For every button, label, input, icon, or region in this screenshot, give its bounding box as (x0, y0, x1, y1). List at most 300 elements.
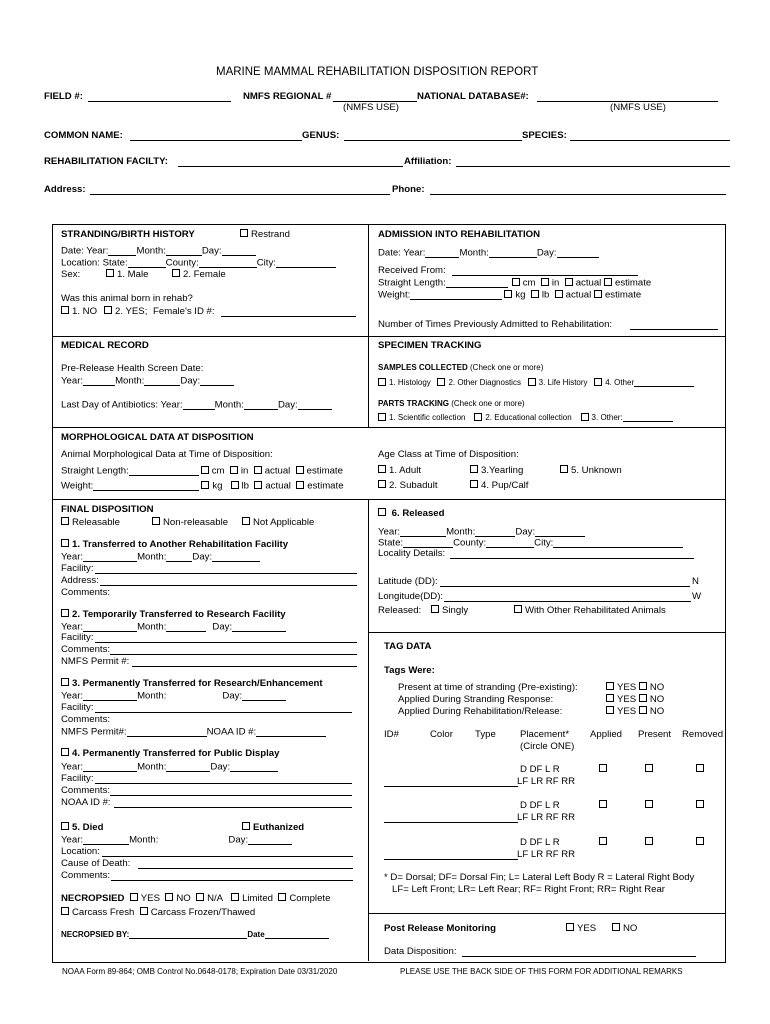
born-no-checkbox[interactable] (61, 307, 97, 317)
tag-title: TAG DATA (384, 641, 432, 652)
necropsied-label: NECROPSIED (61, 893, 125, 904)
year-label: Year: (61, 551, 84, 563)
month-label: Month: (137, 551, 167, 563)
month-label: Month: (459, 247, 489, 259)
samples-row (378, 378, 694, 387)
yearling-label: 3.Yearling (481, 465, 524, 476)
released-checkbox[interactable] (378, 509, 444, 519)
applied-checkbox[interactable] (599, 801, 610, 811)
facility-label: Facility: (61, 773, 94, 784)
placement-options[interactable]: D DF L R (520, 764, 560, 775)
in-checkbox[interactable] (541, 278, 549, 286)
month-label: Month: (214, 399, 244, 411)
morph-title: MORPHOLOGICAL DATA AT DISPOSITION (61, 432, 254, 443)
year-input[interactable] (425, 248, 459, 258)
released-how-label: Released: (378, 605, 422, 616)
lb-checkbox[interactable] (231, 481, 239, 489)
year-input[interactable] (83, 835, 129, 845)
no-label: NO (649, 694, 665, 705)
month-input[interactable] (489, 248, 537, 258)
year-input[interactable] (183, 400, 215, 410)
yes-no-row (606, 707, 664, 717)
placement-footnote: * D= Dorsal; DF= Dorsal Fin; L= Lateral Left Body R = Lateral Right Body (384, 872, 695, 883)
estimate-label: estimate (306, 465, 343, 477)
transfer-4-date (61, 762, 278, 772)
necropsied-no-checkbox[interactable] (165, 893, 173, 901)
placement-options[interactable]: LF LR RF RR (517, 776, 576, 787)
noaa-id-label: NOAA ID #: (61, 797, 111, 808)
diagnostics-checkbox[interactable] (437, 378, 445, 386)
address-input[interactable] (100, 585, 357, 586)
nmfs-permit-input[interactable] (132, 666, 357, 667)
data-disposition-input[interactable] (462, 956, 696, 957)
cm-label: cm (211, 465, 225, 477)
actual-checkbox[interactable] (254, 466, 262, 474)
straight-length-input[interactable] (129, 466, 199, 476)
species-input[interactable] (570, 140, 730, 141)
actual-label: actual (265, 480, 291, 492)
nmfs-regional-label: NMFS REGIONAL # (243, 91, 332, 102)
parts-row (378, 413, 673, 422)
cm-checkbox[interactable] (512, 278, 520, 286)
times-admitted-input[interactable] (630, 329, 718, 330)
necropsied-by-input[interactable] (129, 930, 247, 939)
no-label: NO (649, 706, 665, 717)
day-input[interactable] (248, 835, 292, 845)
kg-checkbox[interactable] (504, 290, 512, 298)
female-id-label: Female's ID #: (153, 306, 215, 317)
unknown-label: 5. Unknown (571, 465, 622, 476)
straight-length-label: Straight Length: (61, 465, 129, 477)
transfer-2-label: 2. Temporarily Transferred to Research Facility (72, 609, 286, 620)
month-label: Month: (136, 245, 166, 257)
affiliation-input[interactable] (456, 166, 730, 167)
straight-length-input[interactable] (446, 278, 508, 288)
city-input[interactable] (276, 258, 336, 268)
stranding-title: STRANDING/BIRTH HISTORY (61, 229, 195, 240)
col-type: Type (475, 729, 496, 740)
month-input[interactable] (166, 622, 206, 632)
month-input[interactable] (166, 246, 202, 256)
state-label: Location: State: (61, 257, 128, 269)
complete-label: Complete (289, 893, 331, 904)
released-date (378, 527, 585, 537)
year-input[interactable] (83, 552, 137, 562)
transfer-2-date (61, 622, 286, 632)
stranding-date-row (61, 246, 256, 256)
present-checkbox[interactable] (645, 801, 656, 811)
county-input[interactable] (486, 538, 534, 548)
common-name-input[interactable] (130, 140, 302, 141)
month-label: Month: (137, 690, 167, 702)
post-release-title: Post Release Monitoring (384, 923, 496, 934)
adult-checkbox[interactable] (378, 466, 421, 476)
month-label: Month: (137, 761, 167, 773)
comments-input[interactable] (110, 795, 352, 796)
state-input[interactable] (128, 258, 166, 268)
female-checkbox[interactable] (172, 270, 226, 280)
estimate-checkbox[interactable] (594, 290, 602, 298)
locality-label: Locality Details: (378, 548, 446, 559)
tag-id-input[interactable] (384, 859, 518, 860)
weight-label: Weight: (378, 289, 411, 301)
latitude-label: Latitude (DD): (378, 576, 438, 587)
facility-input[interactable] (95, 573, 357, 574)
nmfs-use-note: (NMFS USE) (610, 102, 666, 113)
applied-checkbox[interactable] (599, 838, 610, 848)
received-from-input[interactable] (452, 275, 638, 276)
divider (52, 499, 725, 500)
yes-no-row (606, 683, 664, 693)
transfer-3-date (61, 691, 286, 701)
estimate-label: estimate (614, 277, 652, 289)
limited-checkbox[interactable] (231, 893, 239, 901)
north-label: N (692, 576, 699, 587)
day-input[interactable] (535, 527, 585, 537)
singly-label: Singly (442, 605, 469, 616)
facility-label: Facility: (61, 563, 94, 574)
other-parts-label: 3. Other: (591, 413, 623, 422)
specimen-title: SPECIMEN TRACKING (378, 340, 482, 351)
limited-label: Limited (242, 893, 273, 904)
noaa-id-input[interactable] (114, 807, 352, 808)
transfer-1-checkbox[interactable] (61, 540, 288, 550)
necropsied-na-checkbox[interactable] (196, 893, 204, 901)
actual-label: actual (264, 465, 291, 477)
present-checkbox[interactable] (645, 765, 656, 775)
year-input[interactable] (83, 691, 137, 701)
other-checkbox[interactable] (594, 378, 602, 386)
carcass-fresh-checkbox[interactable] (61, 907, 69, 915)
restrand-checkbox[interactable] (240, 230, 290, 240)
comments-input[interactable] (111, 880, 353, 881)
cm-label: cm (522, 277, 536, 289)
phone-input[interactable] (430, 194, 726, 195)
year-label: Year: (61, 834, 84, 846)
yes-checkbox[interactable] (606, 694, 614, 702)
comments-label: Comments: (61, 587, 111, 598)
na-label: N/A (207, 893, 224, 904)
euthanized-checkbox[interactable] (242, 823, 304, 833)
born-no-label: 1. NO (72, 306, 98, 317)
month-input[interactable] (166, 552, 192, 562)
city-input[interactable] (553, 538, 683, 548)
day-input[interactable] (557, 248, 599, 258)
actual-checkbox[interactable] (254, 481, 262, 489)
non-releasable-checkbox[interactable] (152, 518, 228, 528)
carcass-row (61, 908, 255, 918)
noaa-id-label: NOAA ID #: (206, 726, 257, 738)
day-input[interactable] (222, 246, 256, 256)
weight-input[interactable] (410, 290, 502, 300)
lb-label: lb (541, 289, 550, 301)
county-label: County: (165, 257, 199, 269)
necropsied-by-row (61, 930, 329, 939)
species-label: SPECIES: (522, 130, 567, 141)
no-checkbox[interactable] (639, 694, 647, 702)
year-label: Year: (61, 375, 84, 387)
day-label: Day: (212, 621, 233, 633)
transfer-3-label: 3. Permanently Transferred for Research/Enhancement (72, 678, 323, 689)
subadult-checkbox[interactable] (378, 481, 438, 491)
permit-row (61, 727, 326, 737)
female-id-input[interactable] (221, 316, 356, 317)
latitude-input[interactable] (440, 586, 690, 587)
not-applicable-checkbox[interactable] (242, 518, 314, 528)
nmfs-permit-label: NMFS Permit #: (61, 656, 130, 667)
present-checkbox[interactable] (645, 838, 656, 848)
other-input[interactable] (634, 378, 694, 387)
national-database-label: NATIONAL DATABASE#: (417, 91, 529, 102)
west-label: W (692, 591, 702, 602)
facility-input[interactable] (95, 783, 352, 784)
day-input[interactable] (212, 552, 260, 562)
month-input[interactable] (166, 762, 210, 772)
day-input[interactable] (232, 622, 286, 632)
address-label: Address: (44, 184, 86, 195)
non-releasable-label: Non-releasable (163, 517, 229, 528)
placement-options[interactable]: LF LR RF RR (517, 849, 576, 860)
estimate-checkbox[interactable] (296, 481, 304, 489)
field-label: FIELD #: (44, 91, 83, 102)
actual-label: actual (565, 289, 592, 301)
transfer-3-checkbox[interactable] (61, 679, 323, 689)
born-question: Was this animal born in rehab? (61, 293, 193, 304)
removed-checkbox[interactable] (696, 801, 707, 811)
year-label: Year: (378, 526, 401, 538)
tag-present-label: Present at time of stranding (Pre-existing): (398, 682, 578, 693)
male-checkbox[interactable] (106, 270, 148, 280)
pup-checkbox[interactable] (470, 481, 528, 491)
state-label: State: (378, 537, 404, 549)
year-input[interactable] (83, 762, 137, 772)
with-other-checkbox[interactable] (514, 606, 666, 616)
field-input[interactable] (88, 101, 231, 102)
placement-options[interactable]: D DF L R (520, 837, 560, 848)
facility-input[interactable] (95, 642, 357, 643)
in-checkbox[interactable] (230, 466, 238, 474)
check-note: (Check one or more) (451, 399, 525, 408)
col-color: Color (430, 729, 453, 740)
day-input[interactable] (242, 691, 286, 701)
releasable-checkbox[interactable] (61, 518, 120, 528)
placement-options[interactable]: D DF L R (520, 800, 560, 811)
month-label: Month: (137, 621, 167, 633)
cause-input[interactable] (138, 868, 353, 869)
estimate-checkbox[interactable] (604, 278, 612, 286)
comments-input[interactable] (110, 654, 357, 655)
day-label: Day: (228, 834, 249, 846)
month-input[interactable] (244, 400, 278, 410)
other-parts-checkbox[interactable] (581, 413, 589, 421)
day-input[interactable] (230, 762, 278, 772)
prerelease-date-row (61, 376, 234, 386)
address-label: Address: (61, 575, 99, 586)
locality-input[interactable] (450, 558, 694, 559)
scientific-label: 1. Scientific collection (389, 413, 466, 422)
restrand-label: Restrand (251, 229, 290, 240)
cm-checkbox[interactable] (201, 466, 209, 474)
educational-checkbox[interactable] (474, 413, 482, 421)
carcass-fresh-label: Carcass Fresh (72, 907, 135, 918)
month-label: Month: (446, 526, 476, 538)
actual-checkbox[interactable] (565, 278, 573, 286)
subadult-label: 2. Subadult (389, 480, 438, 491)
facility-input[interactable] (95, 712, 352, 713)
month-input[interactable] (144, 376, 180, 386)
divider (368, 913, 725, 914)
histology-checkbox[interactable] (378, 378, 386, 386)
page-title: MARINE MAMMAL REHABILITATION DISPOSITION REPORT (216, 66, 539, 78)
necropsied-row (61, 894, 330, 904)
year-input[interactable] (400, 527, 446, 537)
prerelease-label: Pre-Release Health Screen Date: (61, 363, 204, 374)
singly-checkbox[interactable] (431, 606, 468, 616)
longitude-input[interactable] (444, 601, 691, 602)
rehab-facility-input[interactable] (178, 166, 403, 167)
yearling-checkbox[interactable] (470, 466, 523, 476)
tag-applied-rehab-label: Applied During Rehabilitation/Release: (398, 706, 563, 717)
no-checkbox[interactable] (639, 682, 647, 690)
post-release-no-checkbox[interactable] (612, 924, 637, 934)
age-class-label: Age Class at Time of Disposition: (378, 449, 519, 460)
complete-checkbox[interactable] (278, 893, 286, 901)
transfer-1-label: 1. Transferred to Another Rehabilitation Facility (72, 539, 289, 550)
year-input[interactable] (108, 246, 136, 256)
year-input[interactable] (83, 376, 115, 386)
parts-label: PARTS TRACKING (378, 399, 449, 408)
month-input[interactable] (158, 836, 202, 845)
year-label: Date: Year: (378, 247, 426, 259)
month-input[interactable] (475, 527, 515, 537)
morph-length-row (61, 466, 343, 476)
month-label: Month: (129, 834, 159, 846)
scientific-checkbox[interactable] (378, 413, 386, 421)
estimate-label: estimate (604, 289, 642, 301)
pup-label: 4. Pup/Calf (481, 480, 529, 491)
no-label: NO (649, 682, 665, 693)
tag-id-input[interactable] (384, 786, 518, 787)
back-side-note: PLEASE USE THE BACK SIDE OF THIS FORM FOR ADDITIONAL REMARKS (400, 967, 683, 976)
day-label: Day: (210, 761, 231, 773)
final-title: FINAL DISPOSITION (61, 504, 154, 515)
received-from-label: Received From: (378, 265, 446, 276)
yes-checkbox[interactable] (606, 682, 614, 690)
year-label: Date: Year: (61, 245, 109, 257)
day-input[interactable] (298, 400, 332, 410)
born-yes-checkbox[interactable] (104, 307, 147, 317)
died-label: 5. Died (72, 822, 104, 833)
life-history-checkbox[interactable] (528, 378, 536, 386)
common-name-label: COMMON NAME: (44, 130, 123, 141)
yes-label: YES (140, 893, 160, 904)
removed-checkbox[interactable] (696, 765, 707, 775)
no-checkbox[interactable] (639, 706, 647, 714)
col-removed: Removed (682, 729, 724, 740)
weight-input[interactable] (93, 481, 199, 491)
transfer-1-date (61, 552, 260, 562)
transfer-4-checkbox[interactable] (61, 749, 279, 759)
died-checkbox[interactable] (61, 823, 103, 833)
facility-label: Facility: (61, 702, 94, 713)
divider (52, 427, 725, 428)
placement-options[interactable]: LF LR RF RR (517, 812, 576, 823)
actual-checkbox[interactable] (555, 290, 563, 298)
nmfs-permit-label: NMFS Permit#: (61, 726, 127, 738)
necropsied-by-label: NECROPSIED BY: (61, 930, 130, 939)
sex-label: Sex: (61, 269, 81, 280)
post-release-yes-checkbox[interactable] (566, 924, 596, 934)
day-label: Day: (192, 551, 213, 563)
address-input[interactable] (90, 194, 390, 195)
noaa-id-input[interactable] (256, 727, 326, 737)
year-label: Year: (61, 621, 84, 633)
other-parts-input[interactable] (623, 413, 673, 422)
admission-length-row (378, 278, 651, 288)
yes-checkbox[interactable] (606, 706, 614, 714)
in-label: in (551, 277, 560, 289)
comments-label: Comments: (61, 644, 111, 655)
day-label: Day: (222, 690, 243, 702)
facility-label: Facility: (61, 632, 94, 643)
divider (368, 499, 369, 961)
col-id: ID# (384, 729, 399, 740)
location-input[interactable] (102, 856, 353, 857)
yes-label: YES (617, 706, 637, 717)
phone-label: Phone: (392, 184, 425, 195)
date-input[interactable] (265, 930, 329, 939)
kg-checkbox[interactable] (201, 481, 209, 489)
transfer-2-checkbox[interactable] (61, 610, 286, 620)
not-applicable-label: Not Applicable (253, 517, 315, 528)
month-label: Month: (115, 375, 145, 387)
day-input[interactable] (200, 376, 234, 386)
circle-one-note: (Circle ONE) (520, 741, 575, 752)
county-input[interactable] (199, 258, 257, 268)
in-label: in (240, 465, 249, 477)
carcass-frozen-checkbox[interactable] (140, 907, 148, 915)
rehab-facility-label: REHABILITATION FACILTY: (44, 156, 168, 167)
times-admitted-label: Number of Times Previously Admitted to Rehabilitation: (378, 319, 613, 330)
euthanized-label: Euthanized (253, 822, 305, 833)
lb-checkbox[interactable] (531, 290, 539, 298)
month-input[interactable] (166, 692, 210, 701)
removed-checkbox[interactable] (696, 838, 707, 848)
life-history-label: 3. Life History (538, 378, 588, 387)
nmfs-permit-input[interactable] (127, 727, 207, 737)
yes-label: YES (577, 923, 597, 934)
applied-checkbox[interactable] (599, 765, 610, 775)
tag-applied-stranding-label: Applied During Stranding Response: (398, 694, 554, 705)
antibiotics-label: Last Day of Antibiotics: Year: (61, 399, 183, 411)
longitude-label: Longitude(DD): (378, 591, 444, 602)
state-input[interactable] (403, 538, 453, 548)
form-number: NOAA Form 89-864; OMB Control No.0648-0178; Expiration Date 03/31/2020 (62, 967, 338, 976)
date-label: Date (247, 930, 265, 939)
affiliation-label: Affiliation: (404, 156, 452, 167)
estimate-checkbox[interactable] (296, 466, 304, 474)
died-date (61, 835, 292, 845)
unknown-checkbox[interactable] (560, 466, 622, 476)
tag-id-input[interactable] (384, 822, 518, 823)
transfer-4-label: 4. Permanently Transferred for Public Display (72, 748, 280, 759)
weight-label: Weight: (61, 480, 94, 492)
genus-input[interactable] (344, 140, 522, 141)
day-label: Day: (277, 399, 298, 411)
educational-label: 2. Educational collection (485, 413, 572, 422)
necropsied-yes-checkbox[interactable] (130, 893, 138, 901)
year-input[interactable] (83, 622, 137, 632)
